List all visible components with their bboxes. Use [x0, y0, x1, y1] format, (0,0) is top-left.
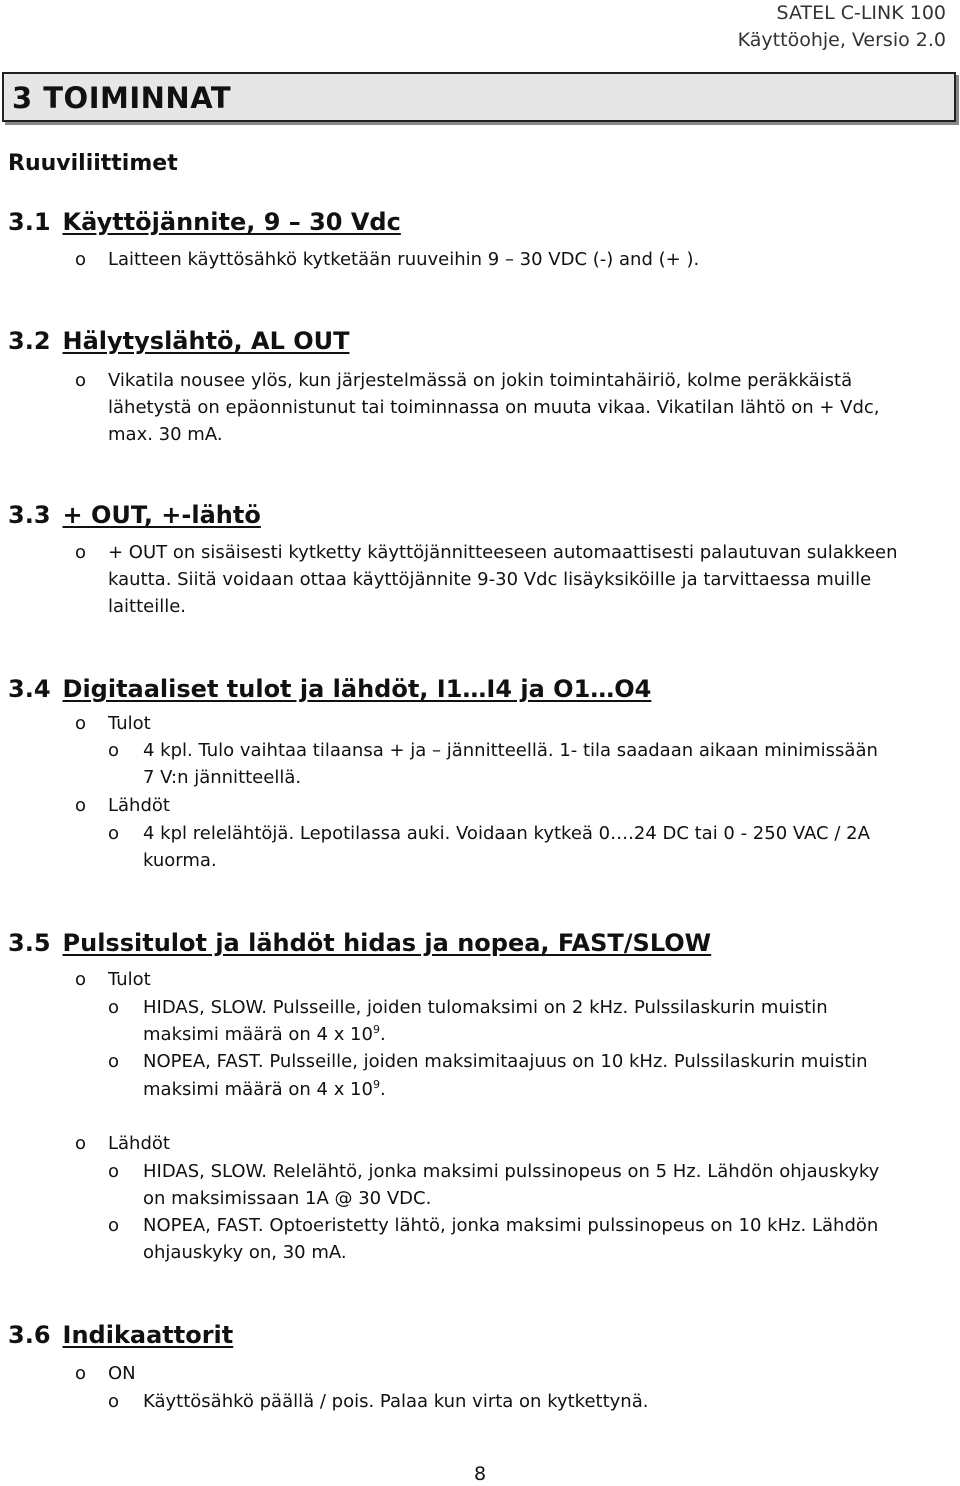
bullet: o — [75, 542, 87, 563]
bullet: o — [75, 370, 87, 391]
list-item-line: kuorma. — [143, 850, 217, 871]
list-item-line: NOPEA, FAST. Pulsseille, joiden maksimitaajuus on 10 kHz. Pulssilaskurin muistin — [143, 1051, 868, 1072]
list-item-line: + OUT on sisäisesti kytketty käyttöjännitteeseen automaattisesti palautuvan sulakkeen — [108, 542, 898, 563]
chapter-title: 3 TOIMINNAT — [2, 72, 956, 122]
list-item-label: Lähdöt — [108, 795, 170, 816]
product-name: SATEL C-LINK 100 — [776, 2, 946, 24]
section-3-1-heading — [8, 206, 401, 238]
bullet: o — [108, 1051, 120, 1072]
section-3-6-heading — [8, 1319, 233, 1351]
list-item-line — [143, 1076, 386, 1103]
section-number: 3.3 — [8, 501, 51, 529]
section-title: Pulssitulot ja lähdöt hidas ja nopea, FAST/SLOW — [62, 929, 712, 957]
text: . — [379, 1024, 386, 1045]
list-item-line — [143, 1021, 386, 1048]
section-title: Hälytyslähtö, AL OUT — [62, 327, 350, 355]
list-item-line: lähetystä on epäonnistunut tai toiminnassa on muuta vikaa. Vikatilan lähtö on + Vdc, — [108, 397, 880, 418]
list-item-label: ON — [108, 1363, 136, 1384]
bullet: o — [75, 795, 87, 816]
text: maksimi määrä on 4 x 10 — [143, 1079, 373, 1100]
bullet: o — [108, 823, 120, 844]
list-item-line: Käyttösähkö päällä / pois. Palaa kun virta on kytkettynä. — [143, 1391, 649, 1412]
text: maksimi määrä on 4 x 10 — [143, 1024, 373, 1045]
bullet: o — [75, 249, 87, 270]
list-item-line: laitteille. — [108, 596, 187, 617]
list-item-line: kautta. Siitä voidaan ottaa käyttöjännite 9-30 Vdc lisäyksiköille ja tarvittaessa muille — [108, 569, 872, 590]
list-item-line: on maksimissaan 1A @ 30 VDC. — [143, 1188, 432, 1209]
section-3-4-heading — [8, 673, 651, 705]
section-number: 3.2 — [8, 327, 51, 355]
list-item-line: HIDAS, SLOW. Relelähtö, jonka maksimi pulssinopeus on 5 Hz. Lähdön ohjauskyky — [143, 1161, 880, 1182]
section-3-3-heading — [8, 499, 261, 531]
section-3-2-heading — [8, 325, 350, 357]
text: . — [379, 1079, 386, 1100]
list-item-line: NOPEA, FAST. Optoeristetty lähtö, jonka maksimi pulssinopeus on 10 kHz. Lähdön — [143, 1215, 879, 1236]
list-item-label: Tulot — [108, 713, 151, 734]
section-title: Käyttöjännite, 9 – 30 Vdc — [62, 208, 401, 236]
list-item-line: HIDAS, SLOW. Pulsseille, joiden tulomaksimi on 2 kHz. Pulssilaskurin muistin — [143, 997, 828, 1018]
bullet: o — [108, 997, 120, 1018]
document-version: Käyttöohje, Versio 2.0 — [737, 29, 946, 51]
section-number: 3.1 — [8, 208, 51, 236]
bullet: o — [108, 1391, 120, 1412]
section-title: + OUT, +-lähtö — [62, 501, 261, 529]
list-item-line: Vikatila nousee ylös, kun järjestelmässä on jokin toimintahäiriö, kolme peräkkäistä — [108, 370, 853, 391]
page-number: 8 — [473, 1463, 487, 1485]
list-item-line: 4 kpl relelähtöjä. Lepotilassa auki. Voidaan kytkeä 0….24 DC tai 0 - 250 VAC / 2A — [143, 823, 870, 844]
list-item-line: ohjauskyky on, 30 mA. — [143, 1242, 347, 1263]
list-item-line: max. 30 mA. — [108, 424, 223, 445]
bullet: o — [108, 1161, 120, 1182]
bullet: o — [108, 1215, 120, 1236]
section-number: 3.4 — [8, 675, 51, 703]
list-item-line: 7 V:n jännitteellä. — [143, 767, 302, 788]
list-item-label: Lähdöt — [108, 1133, 170, 1154]
section-title: Indikaattorit — [62, 1321, 234, 1349]
section-3-5-heading — [8, 927, 711, 959]
exponent: 9 — [372, 1078, 380, 1091]
list-item-label: Tulot — [108, 969, 151, 990]
subheading-terminals: Ruuviliittimet — [8, 151, 178, 176]
bullet: o — [75, 969, 87, 990]
exponent: 9 — [372, 1023, 380, 1036]
bullet: o — [75, 1363, 87, 1384]
list-item: Laitteen käyttösähkö kytketään ruuveihin 9 – 30 VDC (-) and (+ ). — [108, 249, 700, 270]
bullet: o — [108, 740, 120, 761]
bullet: o — [75, 713, 87, 734]
bullet: o — [75, 1133, 87, 1154]
section-title: Digitaaliset tulot ja lähdöt, I1…I4 ja O1…O4 — [62, 675, 652, 703]
list-item-line: 4 kpl. Tulo vaihtaa tilaansa + ja – jännitteellä. 1- tila saadaan aikaan minimissään — [143, 740, 878, 761]
section-number: 3.5 — [8, 929, 51, 957]
section-number: 3.6 — [8, 1321, 51, 1349]
document-header — [738, 0, 946, 54]
